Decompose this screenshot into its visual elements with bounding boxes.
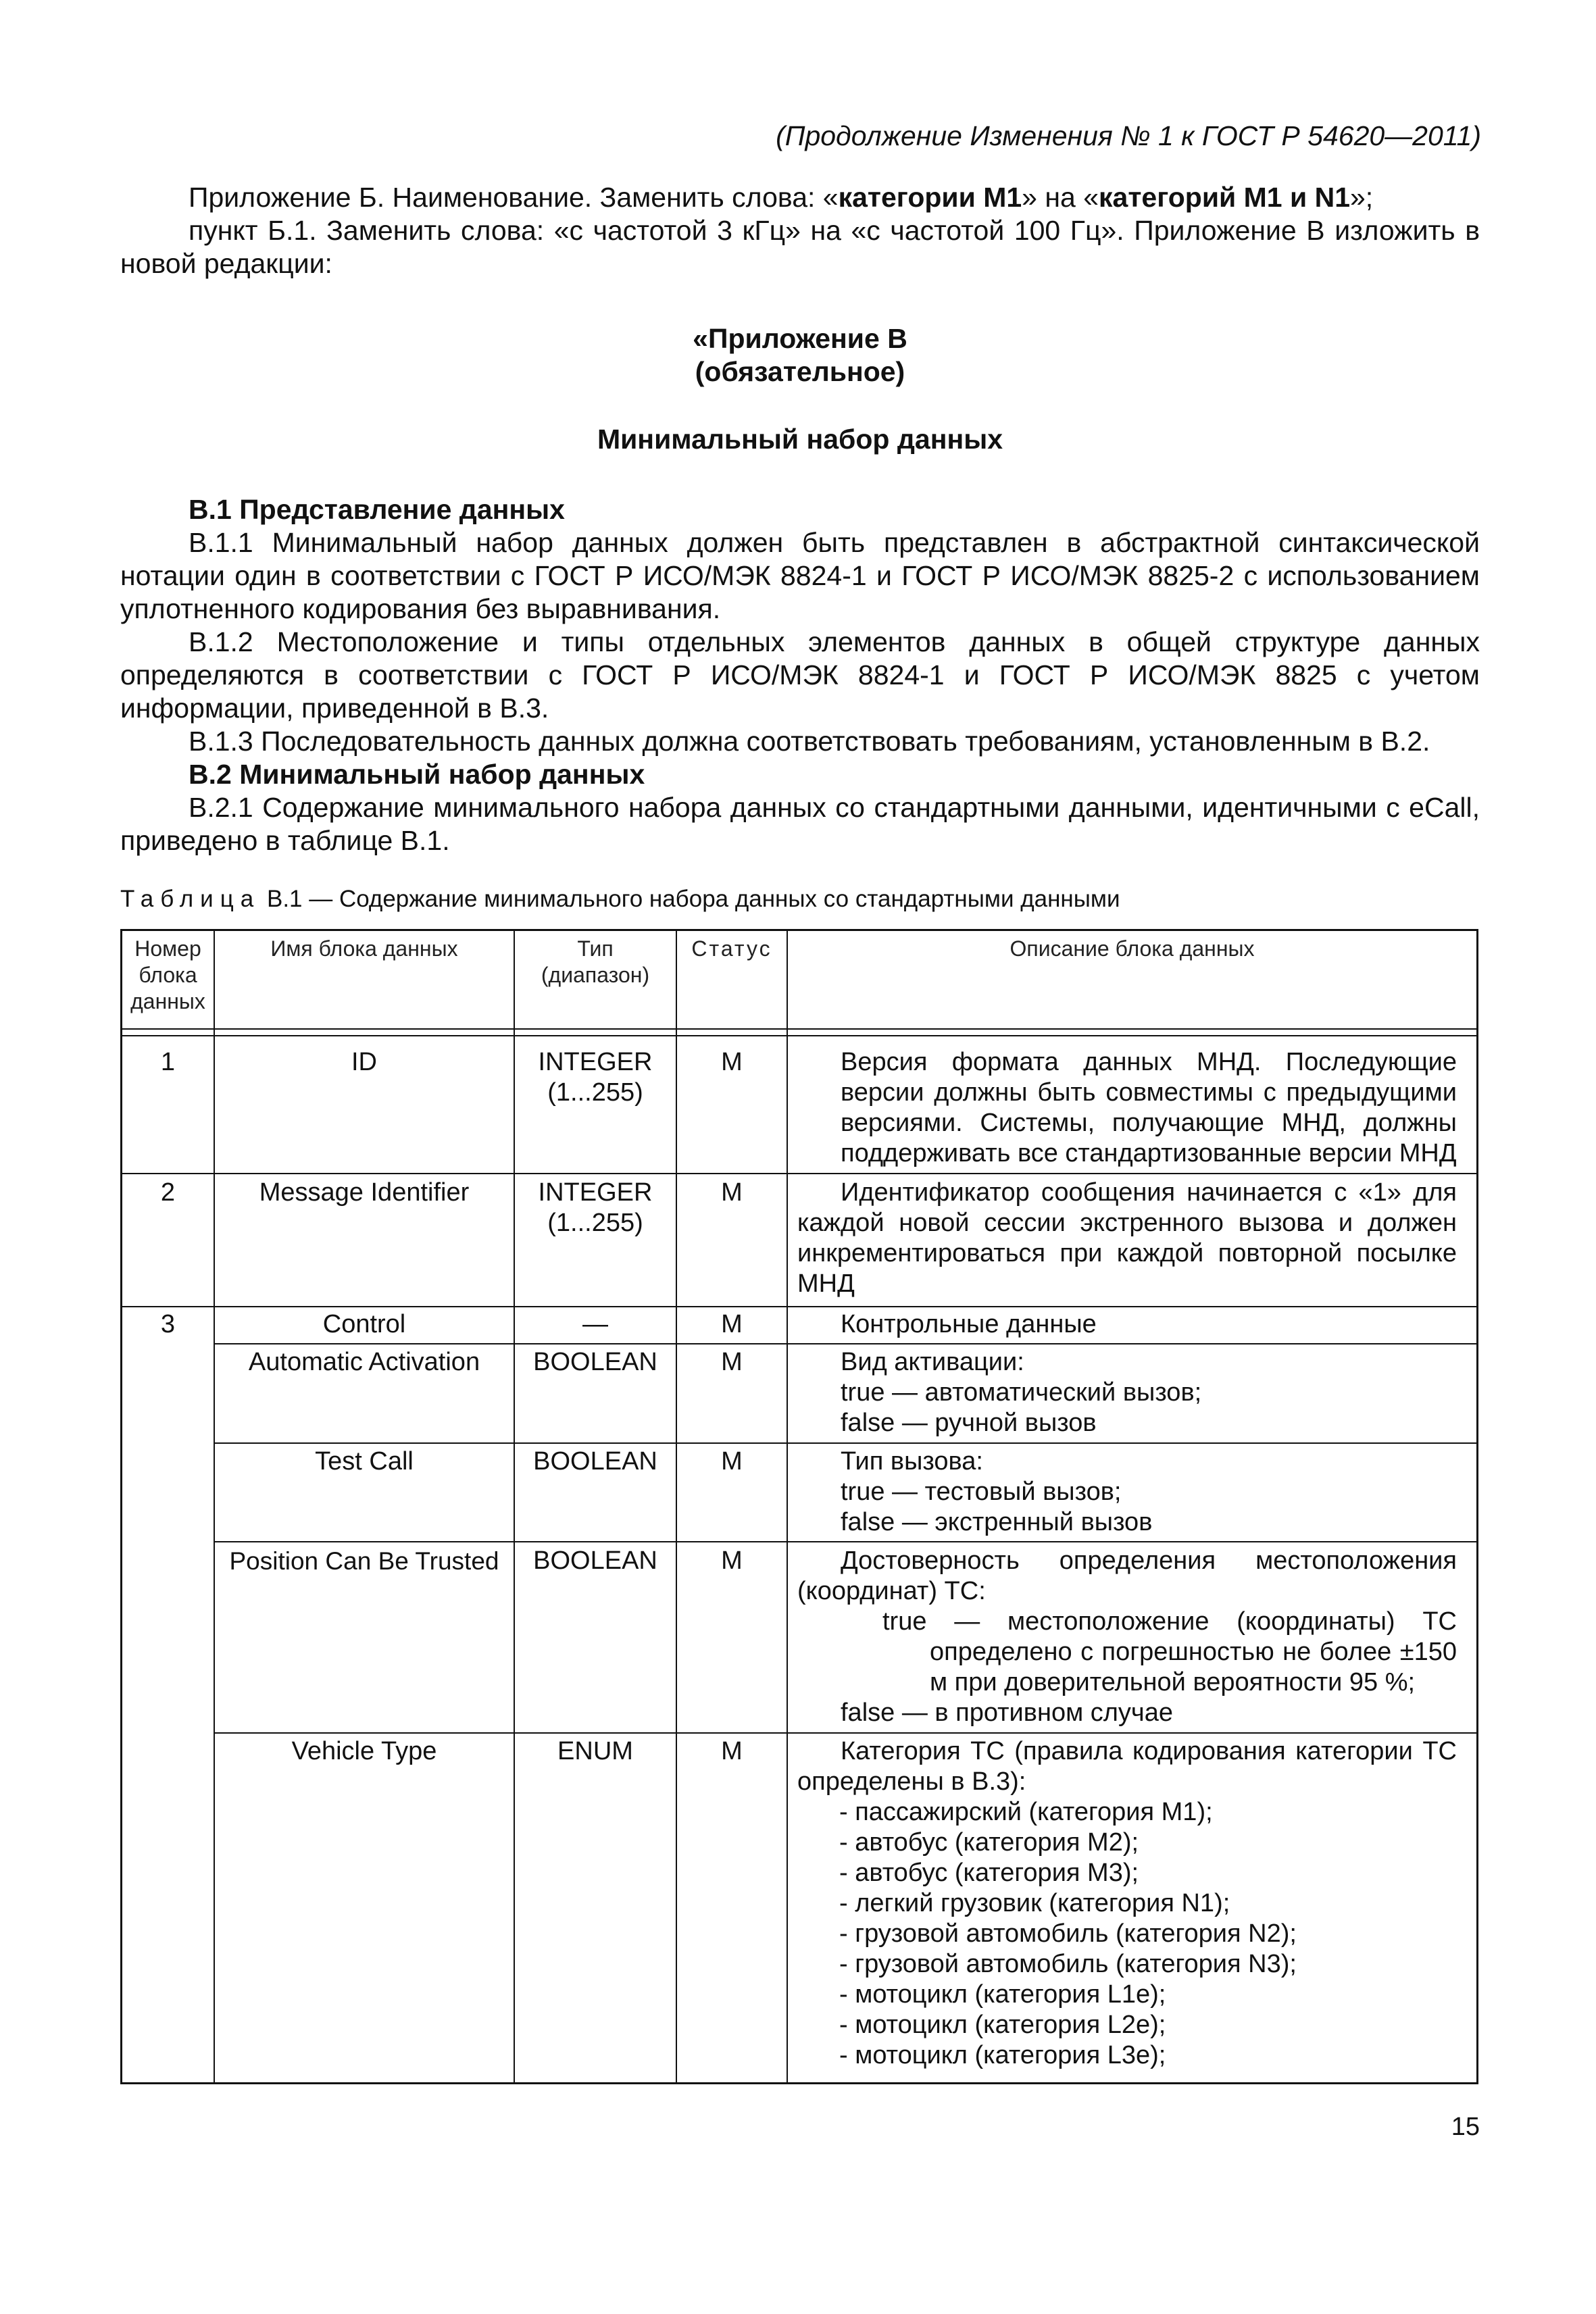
table-border-top bbox=[120, 929, 1478, 931]
description-text: Достоверность определения местоположения (координат) ТС: bbox=[797, 1546, 1457, 1605]
table-border-right bbox=[1476, 929, 1478, 2084]
intro-text: »; bbox=[1350, 182, 1374, 213]
list-item: - грузовой автомобиль (категория N3); bbox=[839, 1950, 1297, 1978]
intro-bold-term: категории М1 bbox=[838, 182, 1022, 213]
row-description bbox=[841, 1347, 1457, 1438]
row-type bbox=[515, 1047, 676, 1108]
description-text: Идентификатор сообщения начинается с «1» для каждой новой сессии экстренного вызова и должен инкрементироваться при каждой повторной посылке МНД bbox=[797, 1178, 1457, 1298]
intro-text: Приложение Б. Наименование. Заменить слова: « bbox=[189, 182, 839, 213]
page-number: 15 bbox=[1451, 2113, 1480, 2141]
header-text: Номер bbox=[134, 936, 201, 961]
row-separator bbox=[214, 1541, 1478, 1542]
header-block-number bbox=[122, 936, 214, 1015]
row-description bbox=[797, 1546, 1457, 1728]
row-number: 1 bbox=[160, 1048, 176, 1076]
description-line: false — ручной вызов bbox=[841, 1409, 1097, 1437]
description-text: Категория ТС (правила кодирования категории ТС определены в В.3): bbox=[797, 1737, 1457, 1796]
row-block-name: Control bbox=[322, 1310, 406, 1338]
table-border-left bbox=[120, 929, 122, 2084]
header-text: (диапазон) bbox=[541, 963, 650, 987]
row-separator bbox=[214, 1732, 1478, 1734]
list-item: - мотоцикл (категория L3e); bbox=[839, 2041, 1166, 2069]
row-status: M bbox=[721, 1737, 743, 1765]
row-separator bbox=[214, 1343, 1478, 1344]
row-description bbox=[797, 1736, 1457, 2071]
row-block-name: Test Call bbox=[315, 1447, 414, 1476]
row-status: M bbox=[721, 1048, 743, 1076]
description-line: Вид активации: bbox=[841, 1348, 1024, 1376]
table-caption bbox=[120, 886, 1120, 913]
intro-paragraph-1 bbox=[120, 181, 1480, 214]
row-status: M bbox=[721, 1348, 743, 1376]
appendix-heading: Минимальный набор данных bbox=[597, 424, 1003, 455]
clause-b1-1: В.1.1 Минимальный набор данных должен быть представлен в абстрактной синтаксической нотации один в соответствии с ГОСТ Р ИСО/МЭК 8824-1 и ГОСТ Р ИСО/МЭК 8825-2 с использованием уплотненного кодирования без выравнивания. bbox=[120, 527, 1480, 624]
list-item: - грузовой автомобиль (категория N2); bbox=[839, 1919, 1297, 1948]
intro-text: » на « bbox=[1022, 182, 1099, 213]
table-border-bottom bbox=[120, 2082, 1478, 2084]
sections-block bbox=[120, 493, 1480, 857]
type-text: INTEGER bbox=[538, 1048, 653, 1076]
list-item: - пассажирский (категория М1); bbox=[839, 1798, 1213, 1826]
table-caption-label: Таблица bbox=[120, 886, 261, 912]
row-status: M bbox=[721, 1546, 743, 1575]
row-separator bbox=[120, 1173, 1478, 1174]
table-caption-text: В.1 — Содержание минимального набора данных со стандартными данными bbox=[266, 886, 1120, 912]
row-block-name: Automatic Activation bbox=[248, 1348, 480, 1376]
description-true: true — местоположение (координаты) ТС определено с погрешностью не более ±150 м при доверительной вероятности 95 %; bbox=[882, 1607, 1457, 1696]
type-range: (1...255) bbox=[547, 1078, 643, 1107]
row-block-name: Vehicle Type bbox=[291, 1737, 437, 1765]
list-item: - мотоцикл (категория L2e); bbox=[839, 2011, 1166, 2039]
description-text: Версия формата данных МНД. Последующие версии должны быть совместимы с предыдущими версиями. Системы, получающие МНД, должны поддерживать все стандартизованные версии МНД bbox=[841, 1048, 1457, 1167]
vehicle-category-list bbox=[797, 1797, 1457, 2071]
row-description bbox=[841, 1447, 1457, 1538]
intro-block bbox=[120, 181, 1480, 280]
clause-b1-3: В.1.3 Последовательность данных должна соответствовать требованиям, установленным в В.2. bbox=[189, 726, 1430, 757]
row-description bbox=[797, 1178, 1457, 1299]
column-separator bbox=[787, 929, 788, 2084]
clause-b2-1: В.2.1 Содержание минимального набора данных со стандартными данными, идентичными с eCall, приведено в таблице В.1. bbox=[120, 792, 1480, 856]
row-type: ENUM bbox=[557, 1737, 633, 1765]
row-block-name: Position Can Be Trusted bbox=[229, 1547, 499, 1575]
list-item: - автобус (категория М3); bbox=[839, 1859, 1139, 1887]
row-status: M bbox=[721, 1178, 743, 1207]
section-title-b2: В.2 Минимальный набор данных bbox=[189, 759, 645, 790]
row-type bbox=[515, 1178, 676, 1238]
row-description: Контрольные данные bbox=[841, 1310, 1097, 1338]
row-status: M bbox=[721, 1310, 743, 1338]
section-title-b1: В.1 Представление данных bbox=[189, 494, 565, 525]
intro-bold-term: категорий М1 и N1 bbox=[1099, 182, 1350, 213]
row-block-name: ID bbox=[351, 1048, 377, 1076]
description-line: true — автоматический вызов; bbox=[841, 1378, 1202, 1407]
row-type: — bbox=[582, 1310, 608, 1338]
type-range: (1...255) bbox=[547, 1209, 643, 1237]
row-type: BOOLEAN bbox=[533, 1546, 657, 1575]
header-block-name: Имя блока данных bbox=[270, 936, 458, 961]
header-text: блока bbox=[139, 963, 197, 987]
clause-b1-2: В.1.2 Местоположение и типы отдельных элементов данных в общей структуре данных определяются в соответствии с ГОСТ Р ИСО/МЭК 8824-1 и ГОСТ Р ИСО/МЭК 8825 с учетом информации, приведенной в В.3. bbox=[120, 626, 1480, 724]
row-number: 3 bbox=[160, 1310, 176, 1338]
type-text: INTEGER bbox=[538, 1178, 653, 1207]
row-separator bbox=[120, 1306, 1478, 1307]
row-separator bbox=[214, 1442, 1478, 1444]
header-separator bbox=[120, 1035, 1478, 1036]
description-line: Тип вызова: bbox=[841, 1447, 983, 1476]
column-separator bbox=[214, 929, 215, 2084]
row-block-name: Message Identifier bbox=[259, 1178, 470, 1207]
row-type: BOOLEAN bbox=[533, 1447, 657, 1476]
intro-paragraph-2: пункт Б.1. Заменить слова: «с частотой 3 кГц» на «с частотой 100 Гц». Приложение В изложить в новой редакции: bbox=[120, 215, 1480, 279]
list-item: - легкий грузовик (категория N1); bbox=[839, 1889, 1230, 1917]
header-description: Описание блока данных bbox=[1009, 936, 1255, 961]
description-line: true — тестовый вызов; bbox=[841, 1478, 1122, 1506]
header-text: данных bbox=[130, 989, 205, 1013]
list-item: - автобус (категория М2); bbox=[839, 1828, 1139, 1857]
header-text: Тип bbox=[577, 936, 614, 961]
appendix-title: «Приложение В bbox=[693, 323, 907, 354]
appendix-subtitle: (обязательное) bbox=[695, 356, 905, 387]
running-head: (Продолжение Изменения № 1 к ГОСТ Р 54620—2011) bbox=[776, 120, 1481, 151]
row-description bbox=[841, 1047, 1457, 1169]
list-item: - мотоцикл (категория L1e); bbox=[839, 1980, 1166, 2009]
column-separator bbox=[676, 929, 677, 2084]
description-false: false — в противном случае bbox=[841, 1699, 1173, 1727]
row-number: 2 bbox=[160, 1178, 176, 1207]
header-separator bbox=[120, 1028, 1478, 1030]
row-status: M bbox=[721, 1447, 743, 1476]
row-type: BOOLEAN bbox=[533, 1348, 657, 1376]
header-type bbox=[515, 936, 676, 988]
header-status: Статус bbox=[691, 936, 772, 961]
description-line: false — экстренный вызов bbox=[841, 1508, 1153, 1536]
